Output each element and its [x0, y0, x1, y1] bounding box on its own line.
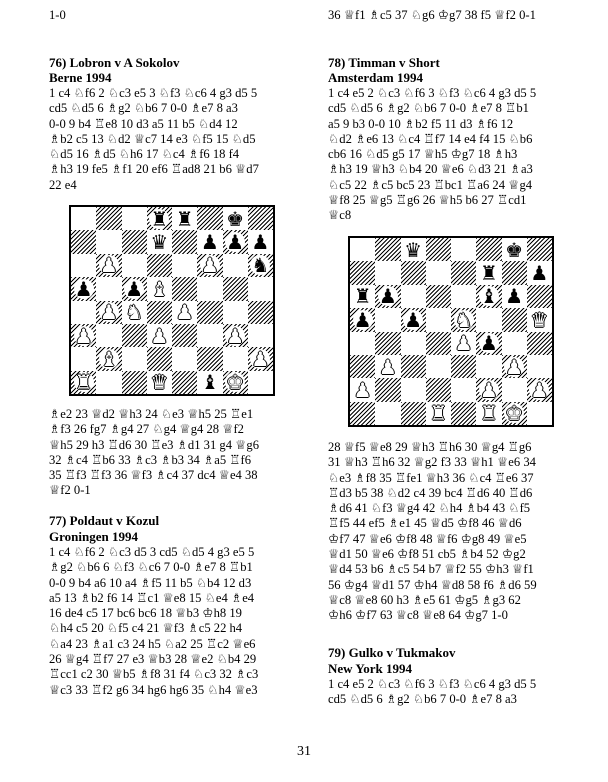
square-b6: [96, 254, 121, 277]
square-d5: [426, 308, 451, 331]
black-rook-icon: ♜: [150, 207, 169, 231]
move-line: ♘a4 23 ♗a1 c3 24 h5 ♘a2 25 ♖c2 ♕e6: [49, 636, 256, 651]
square-b3: [96, 324, 121, 347]
move-line: cd5 ♘d5 6 ♗g2 ♘b6 7 0-0 ♗e7 8 a3: [49, 101, 238, 116]
square-d3: [147, 324, 172, 347]
square-f3: [476, 355, 501, 378]
square-c1: [122, 371, 147, 394]
black-pawn-icon: ♟: [404, 308, 423, 332]
square-c5: [401, 308, 426, 331]
move-line: ♗e2 23 ♕d2 ♕h3 24 ♘e3 ♕h5 25 ♖e1: [49, 407, 254, 421]
white-pawn-icon: ♟: [454, 331, 473, 355]
move-line: ♖f5 44 ef5 ♗e1 45 ♕d5 ♔f8 46 ♕d6: [328, 516, 522, 531]
move-line: ♕c8 ♕e8 60 h3 ♗e5 61 ♔g5 ♗g3 62: [328, 592, 521, 607]
game-77-title: 77) Poldaut v Kozul: [49, 513, 160, 528]
square-e6: [451, 285, 476, 308]
white-pawn-icon: ♟: [175, 300, 194, 324]
square-f7: [476, 261, 501, 284]
square-c3: [401, 355, 426, 378]
black-rook-icon: ♜: [353, 284, 372, 309]
move-line: ♗h3 19 ♕h3 ♘b4 20 ♕e6 ♘d3 21 ♗a3: [328, 162, 533, 177]
square-e8: [172, 207, 197, 230]
move-line: cd5 ♘d5 6 ♗g2 ♘b6 7 0-0 ♗e7 8 ♖b1: [328, 101, 529, 116]
square-c2: [122, 347, 147, 370]
square-d7: [426, 261, 451, 284]
square-h2: [248, 347, 273, 370]
square-e1: [451, 402, 476, 425]
game-76-chessboard: [69, 205, 275, 396]
move-line: 22 e4: [49, 177, 77, 192]
move-line: ♕f2 0-1: [49, 483, 91, 498]
black-pawn-icon: ♟: [505, 284, 524, 309]
square-d3: [426, 355, 451, 378]
square-a1: [350, 402, 375, 425]
white-queen-icon: ♛: [530, 308, 549, 332]
square-c8: [122, 207, 147, 230]
square-d1: [426, 402, 451, 425]
square-f8: [476, 238, 501, 261]
square-g8: [223, 207, 248, 230]
square-b4: [96, 301, 121, 324]
square-b3: [375, 355, 400, 378]
square-g1: [502, 402, 527, 425]
square-h7: [248, 230, 273, 253]
square-f5: [476, 308, 501, 331]
move-line: 1 c4 ♘f6 2 ♘c3 d5 3 cd5 ♘d5 4 g3 e5 5: [49, 545, 255, 559]
square-f1: [476, 402, 501, 425]
square-g6: [502, 285, 527, 308]
move-line: ♕h5 29 h3 ♖d6 30 ♖e3 ♗d1 31 g4 ♕g6: [49, 437, 260, 452]
black-pawn-icon: ♟: [200, 230, 219, 254]
square-h8: [248, 207, 273, 230]
black-pawn-icon: ♟: [530, 261, 549, 285]
move-line: ♔f7 47 ♕e6 ♔f8 48 ♕f6 ♔g8 49 ♕e5: [328, 531, 527, 546]
square-d2: [426, 378, 451, 401]
white-rook-icon: ♜: [429, 401, 448, 425]
black-rook-icon: ♜: [479, 261, 498, 285]
square-b1: [375, 402, 400, 425]
square-h3: [527, 355, 552, 378]
move-line: ♗d6 41 ♘f3 ♕g4 42 ♘h4 ♗b4 43 ♘f5: [328, 501, 531, 516]
square-b2: [96, 347, 121, 370]
move-line: 31 ♕h3 ♖h6 32 ♕g2 f3 33 ♕h1 ♕e6 34: [328, 455, 536, 470]
move-line: ♗g2 ♘b6 6 ♘f3 ♘c6 7 0-0 ♗e7 8 ♖b1: [49, 560, 253, 575]
move-line: 16 de4 c5 17 bc6 bc6 18 ♕b3 ♔h8 19: [49, 606, 242, 621]
square-h5: [527, 308, 552, 331]
white-bishop-icon: ♝: [150, 277, 169, 301]
game-77-moves: [49, 545, 314, 698]
white-pawn-icon: ♟: [99, 253, 118, 278]
square-a2: [71, 347, 96, 370]
square-g3: [502, 355, 527, 378]
square-h4: [248, 301, 273, 324]
square-g4: [223, 301, 248, 324]
square-f4: [476, 332, 501, 355]
game-78-chessboard: [348, 236, 554, 427]
move-line: ♗b2 c5 13 ♘d2 ♕c7 14 e3 ♘f5 15 ♘d5: [49, 131, 256, 146]
game-77-place: Groningen 1994: [49, 529, 138, 544]
square-c7: [122, 230, 147, 253]
square-e1: [172, 371, 197, 394]
square-d6: [426, 285, 451, 308]
game-76-title: 76) Lobron v A Sokolov: [49, 55, 180, 70]
square-h1: [248, 371, 273, 394]
black-bishop-icon: ♝: [200, 370, 219, 394]
white-pawn-icon: ♟: [150, 323, 169, 348]
square-h6: [248, 254, 273, 277]
move-line: cd5 ♘d5 6 ♗g2 ♘b6 7 0-0 ♗e7 8 a3: [328, 692, 517, 707]
black-pawn-icon: ♟: [74, 277, 93, 301]
square-a6: [350, 285, 375, 308]
move-line: ♘h4 c5 20 ♘f5 c4 21 ♕f3 ♗c5 22 h4: [49, 621, 243, 636]
square-b6: [375, 285, 400, 308]
move-line: ♘e3 ♗f8 35 ♖fe1 ♕h3 36 ♘c4 ♖e6 37: [328, 470, 534, 485]
white-pawn-icon: ♟: [226, 323, 245, 348]
black-queen-icon: ♛: [404, 238, 423, 262]
white-pawn-icon: ♟: [530, 378, 549, 402]
white-king-icon: ♚: [505, 401, 524, 425]
square-a1: [71, 371, 96, 394]
square-c8: [401, 238, 426, 261]
square-g7: [223, 230, 248, 253]
move-line: 1 c4 ♘f6 2 ♘c3 e5 3 ♘f3 ♘c6 4 g3 d5 5: [49, 86, 258, 100]
square-a7: [350, 261, 375, 284]
square-a2: [350, 378, 375, 401]
square-b2: [375, 378, 400, 401]
square-b7: [375, 261, 400, 284]
move-line: ♖cc1 c2 30 ♕b5 ♗f8 31 f4 ♘c3 32 ♗c3: [49, 667, 259, 682]
move-line: ♗h3 19 fe5 ♗f1 20 ef6 ♖ad8 21 b6 ♕d7: [49, 162, 259, 177]
white-pawn-icon: ♟: [251, 347, 270, 371]
square-g2: [223, 347, 248, 370]
square-a3: [71, 324, 96, 347]
square-h1: [527, 402, 552, 425]
square-e5: [172, 277, 197, 300]
black-knight-icon: ♞: [251, 253, 270, 278]
game-76-moves-before: [49, 86, 314, 193]
move-line: ♘c5 22 ♗c5 bc5 23 ♖bc1 ♖a6 24 ♕g4: [328, 177, 533, 192]
white-pawn-icon: ♟: [505, 354, 524, 379]
game-78-title: 78) Timman v Short: [328, 55, 440, 70]
move-line: ♕c8: [328, 208, 352, 223]
black-pawn-icon: ♟: [378, 284, 397, 309]
square-e4: [451, 332, 476, 355]
square-f6: [197, 254, 222, 277]
square-a8: [71, 207, 96, 230]
square-d8: [426, 238, 451, 261]
square-h2: [527, 378, 552, 401]
move-line: ♘d5 16 ♗d5 ♘h6 17 ♘c4 ♗f6 18 f4: [49, 147, 240, 162]
black-king-icon: ♚: [226, 207, 245, 231]
move-line: ♕d1 50 ♕e6 ♔f8 51 cb5 ♗b4 52 ♔g2: [328, 547, 526, 562]
square-e7: [172, 230, 197, 253]
move-line: ♕f8 25 ♕g5 ♖g6 26 ♕h5 b6 27 ♖cd1: [328, 193, 527, 208]
move-line: 56 ♔g4 ♕d1 57 ♔h4 ♕d8 58 f6 ♗d6 59: [328, 577, 537, 592]
square-a5: [350, 308, 375, 331]
square-d2: [147, 347, 172, 370]
square-f2: [197, 347, 222, 370]
square-b5: [375, 308, 400, 331]
square-f3: [197, 324, 222, 347]
square-g6: [223, 254, 248, 277]
black-pawn-icon: ♟: [479, 331, 498, 355]
square-e8: [451, 238, 476, 261]
move-line: 32 ♗c4 ♖b6 33 ♗c3 ♗b3 34 ♗a5 ♖f6: [49, 452, 252, 467]
square-c7: [401, 261, 426, 284]
white-pawn-icon: ♟: [353, 378, 372, 402]
square-h6: [527, 285, 552, 308]
black-queen-icon: ♛: [150, 230, 169, 254]
square-c2: [401, 378, 426, 401]
move-line: ♕d4 53 b6 ♗c5 54 b7 ♕f2 55 ♔h3 ♕f1: [328, 562, 534, 577]
square-b1: [96, 371, 121, 394]
move-line: 1 c4 e5 2 ♘c3 ♘f6 3 ♘f3 ♘c6 4 g3 d5 5: [328, 677, 537, 691]
square-b7: [96, 230, 121, 253]
white-pawn-icon: ♟: [479, 378, 498, 402]
game-78-moves-after: [328, 440, 590, 624]
square-f2: [476, 378, 501, 401]
square-a3: [350, 355, 375, 378]
move-line: ♖d3 b5 38 ♘d2 c4 39 bc4 ♖d6 40 ♖d6: [328, 485, 533, 500]
black-pawn-icon: ♟: [353, 308, 372, 332]
previous-game-result: 1-0: [49, 8, 66, 22]
move-line: a5 13 ♗b2 f6 14 ♖c1 ♕e8 15 ♘e4 ♗e4: [49, 590, 255, 605]
square-c6: [401, 285, 426, 308]
square-c4: [122, 301, 147, 324]
square-g8: [502, 238, 527, 261]
square-a4: [350, 332, 375, 355]
square-h7: [527, 261, 552, 284]
square-g5: [223, 277, 248, 300]
black-bishop-icon: ♝: [479, 284, 498, 309]
move-line: 1 c4 e5 2 ♘c3 ♘f6 3 ♘f3 ♘c6 4 g3 d5 5: [328, 86, 537, 100]
move-line: cb6 16 ♘d5 g5 17 ♕h5 ♔g7 18 ♗h3: [328, 147, 518, 162]
game-76-place: Berne 1994: [49, 70, 112, 85]
white-pawn-icon: ♟: [99, 300, 118, 324]
square-h4: [527, 332, 552, 355]
square-a5: [71, 277, 96, 300]
square-b5: [96, 277, 121, 300]
white-pawn-icon: ♟: [74, 323, 93, 348]
white-knight-icon: ♞: [454, 308, 473, 332]
game-79-moves: [328, 677, 590, 708]
game-79-title: 79) Gulko v Tukmakov: [328, 645, 456, 660]
white-bishop-icon: ♝: [99, 347, 118, 371]
move-line: a5 9 b3 0-0 10 ♗b2 f5 11 d3 ♗f6 12: [328, 116, 514, 131]
black-pawn-icon: ♟: [125, 277, 144, 301]
move-line: 26 ♕g4 ♖f7 27 e3 ♕b3 28 ♕e2 ♘b4 29: [49, 652, 257, 667]
square-g2: [502, 378, 527, 401]
square-e2: [172, 347, 197, 370]
square-c4: [401, 332, 426, 355]
square-g4: [502, 332, 527, 355]
white-king-icon: ♚: [226, 370, 245, 394]
square-a6: [71, 254, 96, 277]
square-f7: [197, 230, 222, 253]
move-line: ♔h6 ♔f7 63 ♕c8 ♕e8 64 ♔g7 1-0: [328, 608, 508, 623]
square-b8: [96, 207, 121, 230]
page-number: 31: [297, 744, 311, 759]
black-pawn-icon: ♟: [251, 230, 270, 254]
square-c3: [122, 324, 147, 347]
square-a7: [71, 230, 96, 253]
game-78-place: Amsterdam 1994: [328, 70, 423, 85]
square-g5: [502, 308, 527, 331]
square-h3: [248, 324, 273, 347]
square-h8: [527, 238, 552, 261]
square-c5: [122, 277, 147, 300]
square-f4: [197, 301, 222, 324]
white-queen-icon: ♛: [150, 370, 169, 394]
black-king-icon: ♚: [505, 238, 524, 262]
white-pawn-icon: ♟: [200, 253, 219, 278]
white-pawn-icon: ♟: [378, 354, 397, 379]
white-knight-icon: ♞: [125, 300, 144, 324]
move-line: ♗f3 26 fg7 ♗g4 27 ♘g4 ♕g4 28 ♕f2: [49, 422, 244, 437]
square-c1: [401, 402, 426, 425]
square-a4: [71, 301, 96, 324]
game-77-conclusion: 36 ♕f1 ♗c5 37 ♘g6 ♔g7 38 f5 ♕f2 0-1: [328, 8, 536, 22]
square-f5: [197, 277, 222, 300]
square-d8: [147, 207, 172, 230]
square-g3: [223, 324, 248, 347]
square-g7: [502, 261, 527, 284]
square-e5: [451, 308, 476, 331]
square-d1: [147, 371, 172, 394]
square-e7: [451, 261, 476, 284]
square-g1: [223, 371, 248, 394]
square-e3: [172, 324, 197, 347]
square-d4: [426, 332, 451, 355]
square-f1: [197, 371, 222, 394]
square-f6: [476, 285, 501, 308]
game-76-moves-after: [49, 407, 314, 499]
move-line: ♕c3 33 ♖f2 g6 34 hg6 hg6 35 ♘h4 ♕e3: [49, 682, 258, 697]
square-c6: [122, 254, 147, 277]
black-rook-icon: ♜: [175, 207, 194, 231]
move-line: 0-0 9 b4 a6 10 a4 ♗f5 11 b5 ♘b4 12 d3: [49, 575, 252, 590]
square-d5: [147, 277, 172, 300]
square-a8: [350, 238, 375, 261]
square-f8: [197, 207, 222, 230]
move-line: ♘d2 ♗e6 13 ♘c4 ♖f7 14 e4 f4 15 ♘b6: [328, 131, 533, 146]
move-line: 0-0 9 b4 ♖e8 10 d3 a5 11 b5 ♘d4 12: [49, 116, 238, 131]
square-b8: [375, 238, 400, 261]
white-rook-icon: ♜: [479, 401, 498, 425]
square-b4: [375, 332, 400, 355]
square-d6: [147, 254, 172, 277]
square-e3: [451, 355, 476, 378]
square-e2: [451, 378, 476, 401]
square-d4: [147, 301, 172, 324]
white-rook-icon: ♜: [74, 370, 93, 394]
move-line: 28 ♕f5 ♕e8 29 ♕h3 ♖h6 30 ♕g4 ♖g6: [328, 440, 532, 454]
game-78-moves-before: [328, 86, 590, 224]
square-e6: [172, 254, 197, 277]
square-h5: [248, 277, 273, 300]
square-d7: [147, 230, 172, 253]
game-79-place: New York 1994: [328, 661, 413, 676]
square-e4: [172, 301, 197, 324]
black-pawn-icon: ♟: [226, 230, 245, 254]
move-line: 35 ♖f3 ♖f3 36 ♕f3 ♗c4 37 dc4 ♕e4 38: [49, 468, 258, 483]
